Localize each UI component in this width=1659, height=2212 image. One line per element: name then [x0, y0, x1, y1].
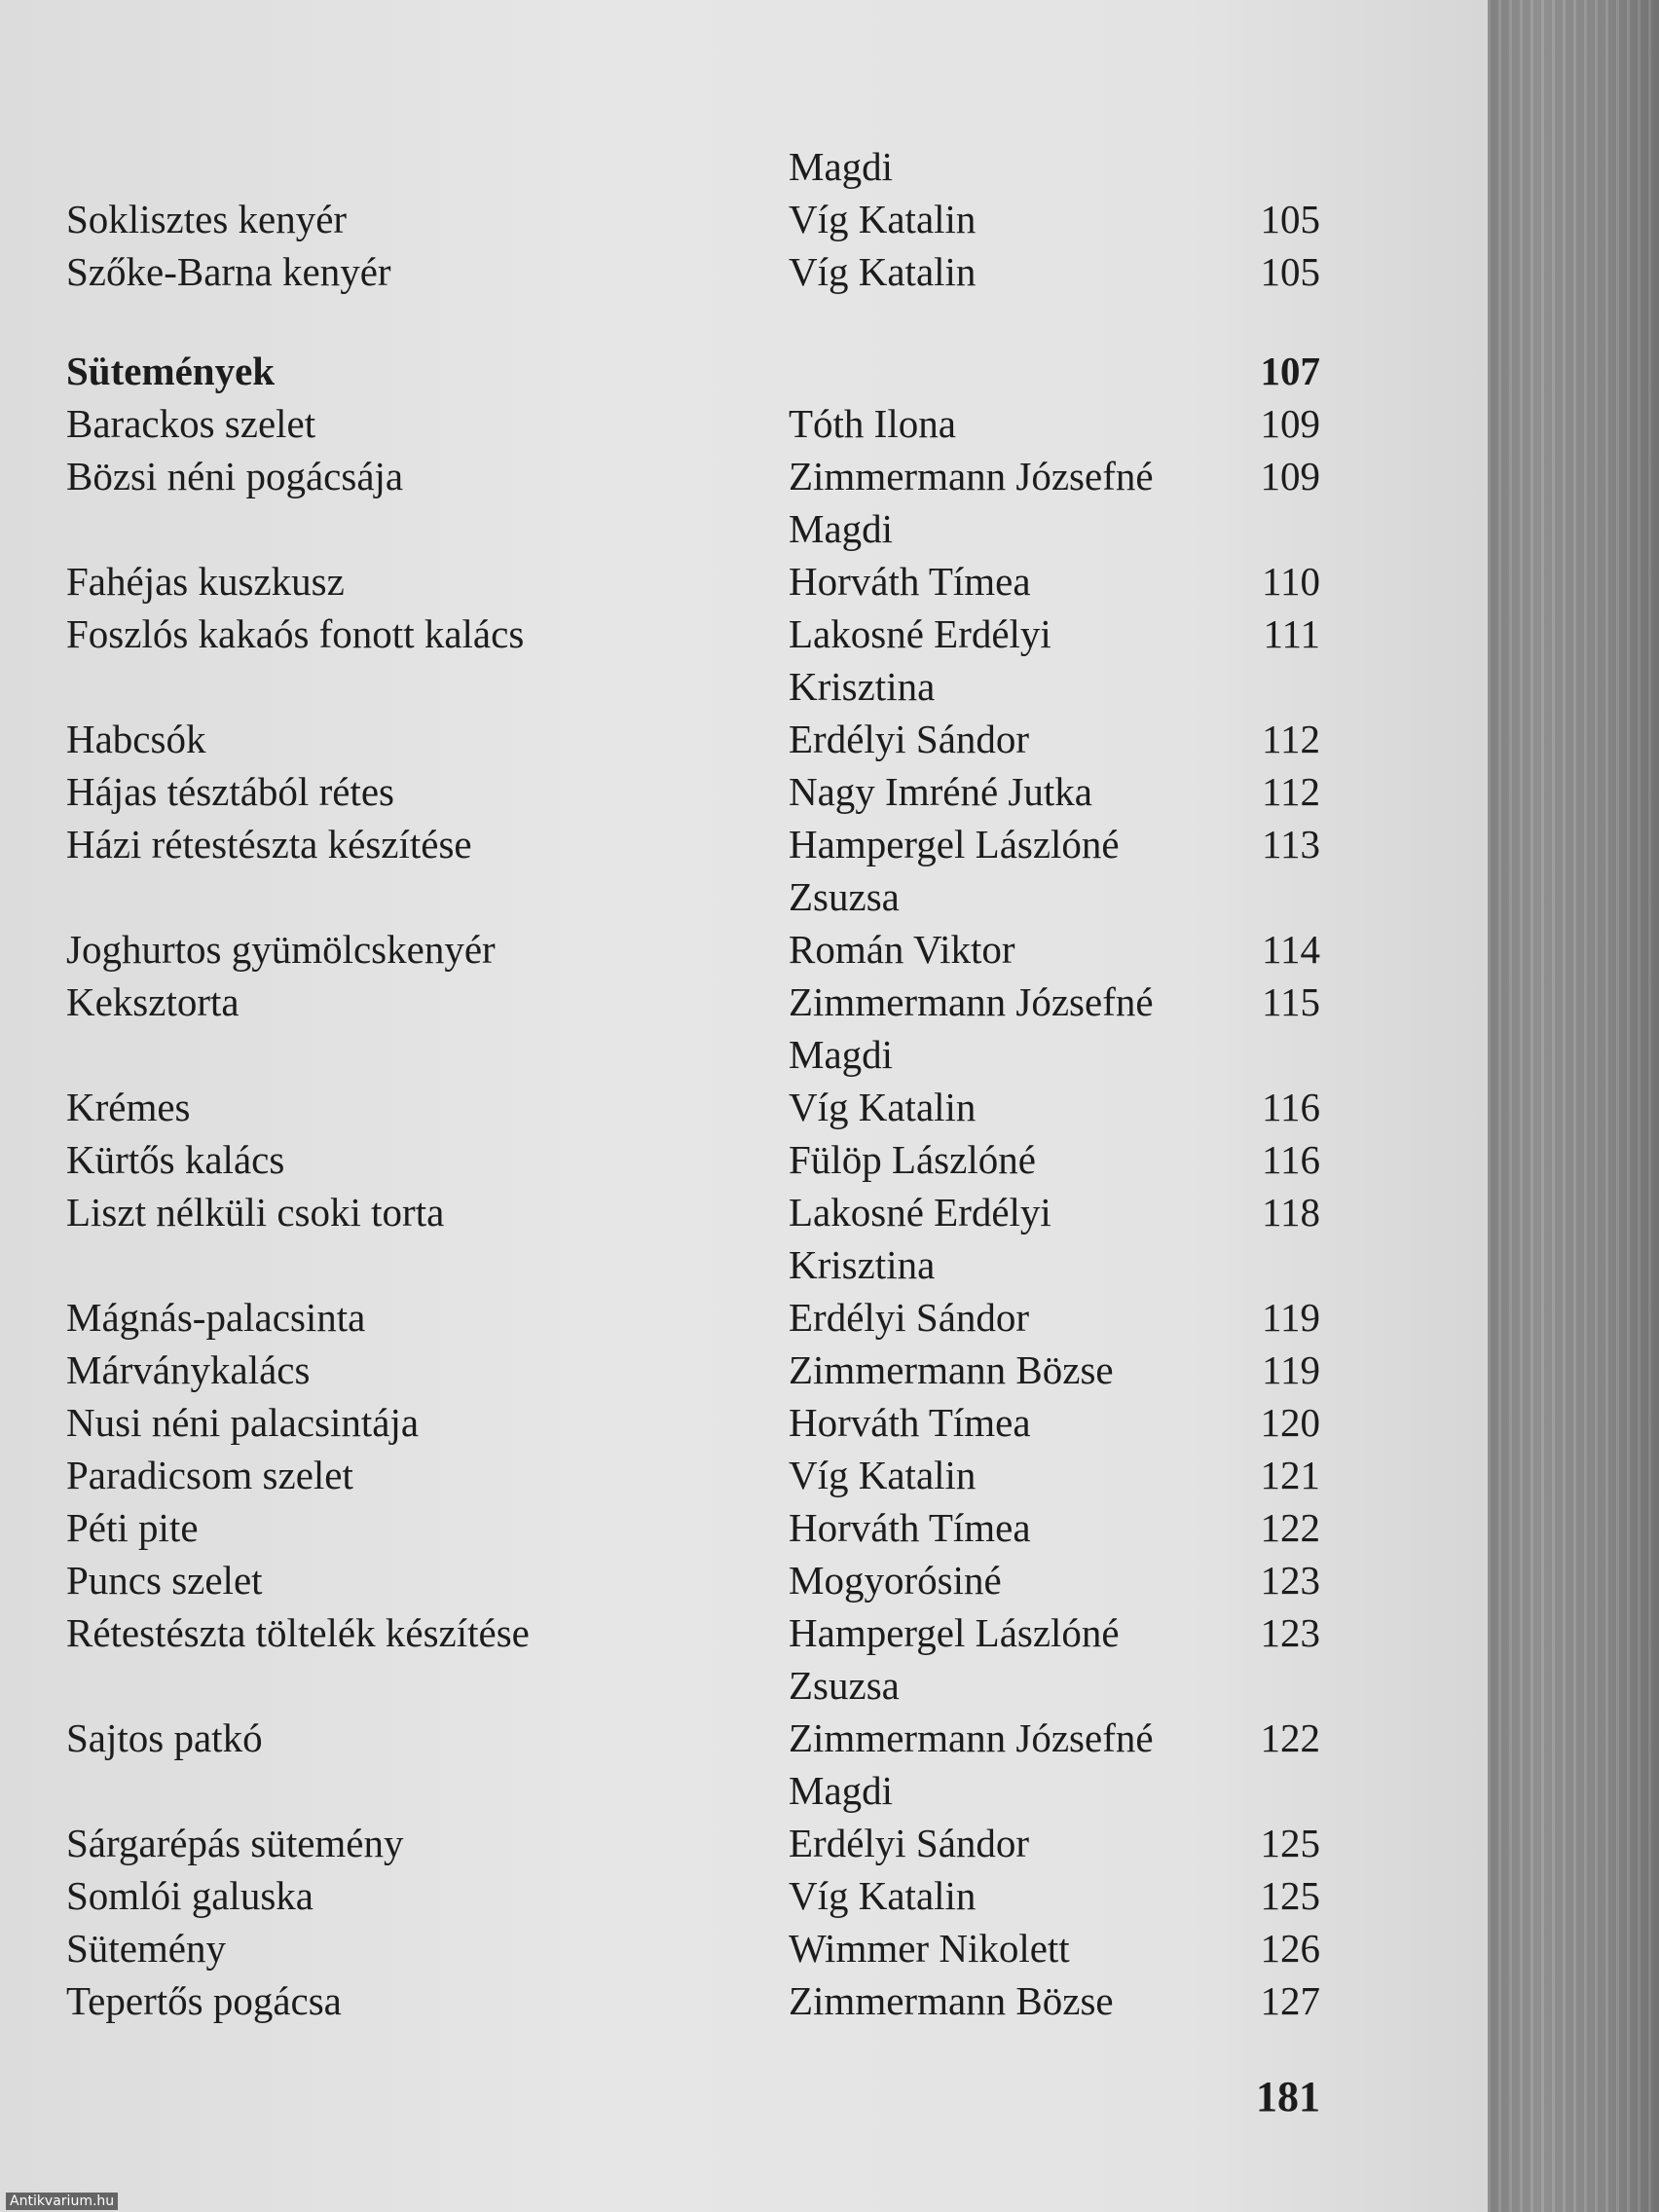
entry-page-number: 122	[1260, 1505, 1320, 1550]
entry-page-number: 112	[1262, 717, 1320, 761]
entry-title: Joghurtos gyümölcskenyér	[66, 927, 496, 972]
index-entry	[0, 1081, 1488, 1133]
entry-author: Zimmermann Józsefné	[789, 454, 1154, 498]
entry-title: Sárgarépás sütemény	[66, 1821, 404, 1865]
index-entry	[0, 555, 1488, 608]
entry-author: Zimmermann Józsefné	[789, 979, 1154, 1024]
entry-author: Tóth Ilona	[789, 401, 956, 446]
section-page-number: 107	[1260, 349, 1320, 393]
entry-title: Nusi néni palacsintája	[66, 1400, 420, 1445]
entry-page-number: 123	[1260, 1610, 1320, 1655]
entry-page-number: 119	[1262, 1295, 1320, 1340]
entry-title: Kürtős kalács	[66, 1137, 285, 1182]
entry-title: Paradicsom szelet	[66, 1453, 353, 1497]
entry-author: Horváth Tímea	[789, 1505, 1031, 1550]
entry-page-number: 127	[1260, 1978, 1320, 2023]
index-entry	[0, 397, 1488, 450]
page-number: 181	[1256, 2073, 1320, 2120]
entry-page-number: 125	[1260, 1821, 1320, 1865]
index-entry	[0, 1659, 1488, 1712]
entry-author: Román Viktor	[789, 927, 1015, 972]
entry-page-number: 109	[1260, 401, 1320, 446]
index-entry	[0, 870, 1488, 923]
entry-title: Rétestészta töltelék készítése	[66, 1610, 530, 1655]
entry-title: Barackos szelet	[66, 401, 316, 446]
entry-page-number: 119	[1262, 1347, 1320, 1392]
entry-author: Magdi	[789, 144, 894, 189]
entry-author: Fülöp Lászlóné	[789, 1137, 1036, 1182]
index-entry	[0, 1501, 1488, 1554]
entry-title: Krémes	[66, 1085, 191, 1129]
entry-author: Erdélyi Sándor	[789, 717, 1030, 761]
entry-author: Wimmer Nikolett	[789, 1926, 1070, 1971]
index-entry	[0, 245, 1488, 298]
index-entry	[0, 1238, 1488, 1291]
entry-page-number: 113	[1262, 822, 1320, 866]
index-entry	[0, 140, 1488, 193]
entry-author: Erdélyi Sándor	[789, 1295, 1030, 1340]
entry-title: Liszt nélküli csoki torta	[66, 1190, 445, 1235]
entry-page-number: 110	[1262, 559, 1320, 604]
entry-title: Keksztorta	[66, 979, 240, 1024]
section-heading-row	[0, 345, 1488, 397]
entry-author: Zimmermann Bözse	[789, 1978, 1114, 2023]
entry-page-number: 112	[1262, 769, 1320, 814]
index-entry	[0, 1922, 1488, 1974]
entry-title: Házi rétestészta készítése	[66, 822, 472, 866]
entry-author: Horváth Tímea	[789, 1400, 1031, 1445]
entry-page-number: 126	[1260, 1926, 1320, 1971]
entry-title: Szőke-Barna kenyér	[66, 249, 391, 294]
index-entry	[0, 1974, 1488, 2027]
index-entry	[0, 450, 1488, 502]
entry-author: Krisztina	[789, 664, 936, 709]
entry-author: Magdi	[789, 1768, 894, 1813]
index-entry	[0, 1712, 1488, 1764]
entry-page-number: 122	[1260, 1715, 1320, 1760]
entry-author: Víg Katalin	[789, 249, 977, 294]
entry-author: Hampergel Lászlóné	[789, 822, 1120, 866]
index-entry	[0, 1186, 1488, 1238]
entry-page-number: 121	[1260, 1453, 1320, 1497]
index-entry	[0, 818, 1488, 870]
entry-author: Zsuzsa	[789, 874, 900, 919]
index-entry	[0, 1028, 1488, 1081]
entry-page-number: 109	[1260, 454, 1320, 498]
index-entry	[0, 1606, 1488, 1659]
index-entry	[0, 1396, 1488, 1449]
entry-author: Víg Katalin	[789, 1085, 977, 1129]
entry-title: Fahéjas kuszkusz	[66, 559, 345, 604]
index-entry	[0, 1133, 1488, 1186]
entry-page-number: 105	[1260, 197, 1320, 241]
entry-author: Krisztina	[789, 1242, 936, 1287]
entry-page-number: 116	[1262, 1137, 1320, 1182]
entry-page-number: 118	[1262, 1190, 1320, 1235]
entry-title: Márványkalács	[66, 1347, 311, 1392]
entry-title: Mágnás-palacsinta	[66, 1295, 366, 1340]
entry-author: Zsuzsa	[789, 1663, 900, 1708]
entry-page-number: 105	[1260, 249, 1320, 294]
entry-author: Mogyorósiné	[789, 1558, 1002, 1603]
entry-author: Nagy Imréné Jutka	[789, 769, 1092, 814]
entry-title: Bözsi néni pogácsája	[66, 454, 404, 498]
entry-title: Habcsók	[66, 717, 206, 761]
entry-page-number: 120	[1260, 1400, 1320, 1445]
index-entry	[0, 1449, 1488, 1501]
entry-title: Soklisztes kenyér	[66, 197, 348, 241]
entry-author: Zimmermann Józsefné	[789, 1715, 1154, 1760]
entry-author: Hampergel Lászlóné	[789, 1610, 1120, 1655]
index-entry	[0, 502, 1488, 555]
index-entry	[0, 1869, 1488, 1922]
entry-title: Tepertős pogácsa	[66, 1978, 342, 2023]
entry-author: Víg Katalin	[789, 1453, 977, 1497]
entry-page-number: 114	[1262, 927, 1320, 972]
index-entry	[0, 1817, 1488, 1869]
index-entry	[0, 1554, 1488, 1606]
index-entry	[0, 608, 1488, 660]
entry-author: Magdi	[789, 1032, 894, 1077]
entry-title: Hájas tésztából rétes	[66, 769, 394, 814]
index-entry	[0, 1291, 1488, 1344]
entry-page-number: 111	[1263, 611, 1320, 656]
index-entry	[0, 923, 1488, 976]
entry-author: Lakosné Erdélyi	[789, 611, 1051, 656]
index-entry	[0, 1344, 1488, 1396]
section-heading: Sütemények	[66, 349, 276, 393]
index-entry	[0, 765, 1488, 818]
index-entry	[0, 713, 1488, 765]
entry-page-number: 116	[1262, 1085, 1320, 1129]
index-entry	[0, 193, 1488, 245]
watermark: Antikvarium.hu	[6, 2193, 118, 2210]
background-surface	[1488, 0, 1659, 2212]
entry-title: Sajtos patkó	[66, 1715, 263, 1760]
entry-title: Sütemény	[66, 1926, 226, 1971]
entry-page-number: 125	[1260, 1873, 1320, 1918]
entry-author: Magdi	[789, 506, 894, 551]
entry-page-number: 123	[1260, 1558, 1320, 1603]
entry-author: Víg Katalin	[789, 1873, 977, 1918]
entry-title: Puncs szelet	[66, 1558, 263, 1603]
entry-title: Foszlós kakaós fonott kalács	[66, 611, 525, 656]
index-entry	[0, 976, 1488, 1028]
entry-title: Péti pite	[66, 1505, 199, 1550]
entry-author: Horváth Tímea	[789, 559, 1031, 604]
entry-title: Somlói galuska	[66, 1873, 313, 1918]
index-entry	[0, 660, 1488, 713]
entry-author: Erdélyi Sándor	[789, 1821, 1030, 1865]
entry-page-number: 115	[1262, 979, 1320, 1024]
entry-author: Víg Katalin	[789, 197, 977, 241]
entry-author: Lakosné Erdélyi	[789, 1190, 1051, 1235]
entry-author: Zimmermann Bözse	[789, 1347, 1114, 1392]
index-entry	[0, 1764, 1488, 1817]
